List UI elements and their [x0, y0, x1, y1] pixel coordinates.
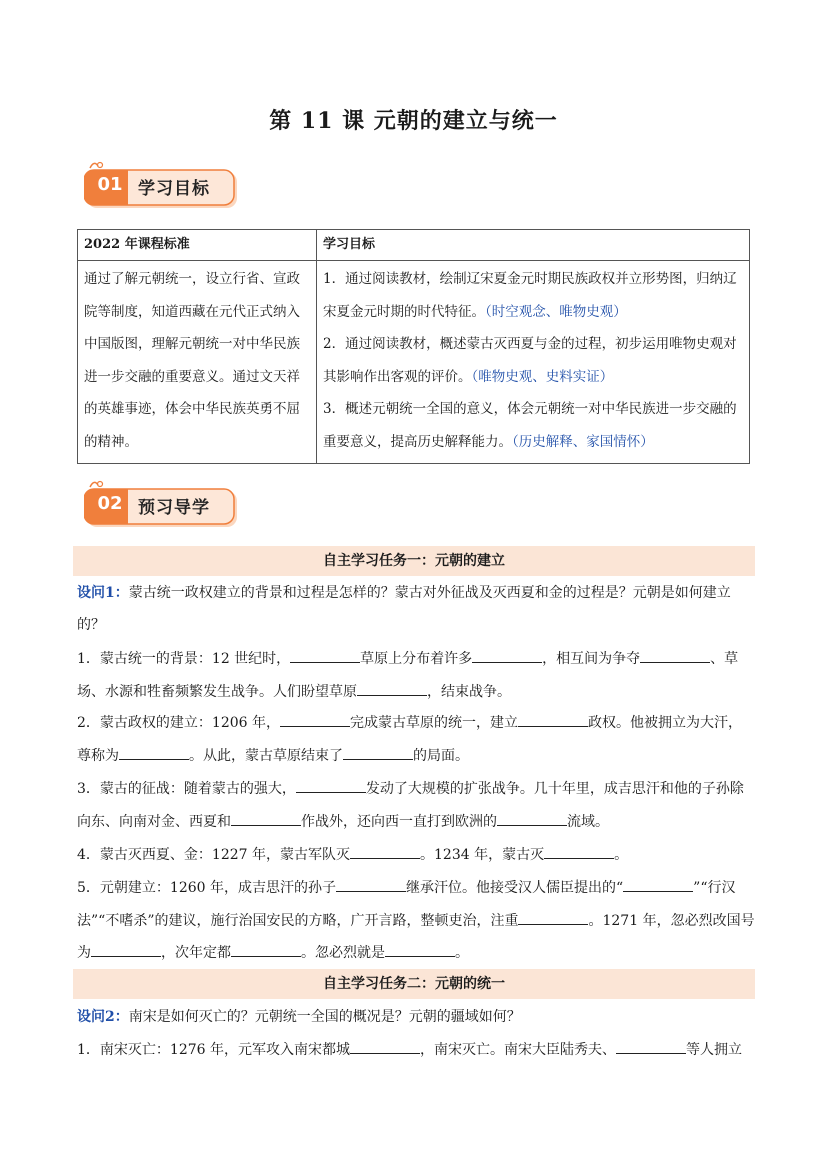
table-header: 学习目标 — [317, 230, 750, 261]
fill-item: 1．蒙古统一的背景：12 世纪时， 草原上分布着许多 ，相互间为争夺 、草场、水源和牲畜频繁发生战争。人们盼望草原 ，结束战争。 — [77, 643, 755, 708]
answer-blank[interactable] — [616, 1039, 686, 1054]
objective-item: 3．概述元朝统一全国的意义，体会元朝统一对中华民族进一步交融的重要意义，提高历史解释能力。（历史解释、家国情怀） — [323, 401, 737, 450]
question-text: 蒙古统一政权建立的背景和过程是怎样的？蒙古对外征战及灭西夏和金的过程是？元朝是如何建立的？ — [77, 585, 731, 633]
answer-blank[interactable] — [296, 778, 366, 793]
goals-table — [77, 229, 750, 464]
question-tag: 设问1： — [77, 585, 129, 601]
answer-blank[interactable] — [336, 877, 406, 892]
answer-blank[interactable] — [350, 844, 420, 859]
objectives-cell — [317, 261, 750, 464]
answer-blank[interactable] — [640, 648, 710, 663]
answer-blank[interactable] — [497, 811, 567, 826]
curriculum-standard-cell: 通过了解元朝统一，设立行省、宣政院等制度，知道西藏在元代正式纳入中国版图，理解元朝统一对中华民族进一步交融的重要意义。通过文天祥的英雄事迹，体会中华民族英勇不屈的精神。 — [78, 261, 317, 464]
fill-item: 3．蒙古的征战：随着蒙古的强大， 发动了大规模的扩张战争。几十年里，成吉思汗和他的子孙除向东、向南对金、西夏和 作战外，还向西一直打到欧洲的 流域。 — [77, 773, 755, 838]
section-label: 预习导学 — [138, 498, 210, 518]
task-title: 自主学习任务一：元朝的建立 — [73, 546, 755, 576]
guiding-question — [77, 577, 755, 641]
objective-item: 1．通过阅读教材，绘制辽宋夏金元时期民族政权并立形势图，归纳辽宋夏金元时期的时代特征。（时空观念、唯物史观） — [323, 271, 737, 320]
answer-blank[interactable] — [91, 942, 161, 957]
answer-blank[interactable] — [290, 648, 360, 663]
fill-item: 2．蒙古政权的建立：1206 年， 完成蒙古草原的统一，建立 政权。他被拥立为大汗，尊称为 。从此，蒙古草原结束了 的局面。 — [77, 707, 755, 772]
answer-blank[interactable] — [472, 648, 542, 663]
question-tag: 设问2： — [77, 1009, 129, 1025]
page-title: 第 11 课 元朝的建立与统一 — [269, 108, 558, 134]
answer-blank[interactable] — [231, 811, 301, 826]
guiding-question — [77, 1001, 755, 1033]
section-number: 01 — [97, 174, 123, 195]
section-badge-preview — [84, 479, 244, 529]
answer-blank[interactable] — [280, 712, 350, 727]
section-badge-goals — [84, 160, 244, 210]
answer-blank[interactable] — [544, 844, 614, 859]
fill-item: 1．南宋灭亡：1276 年，元军攻入南宋都城 ，南宋灭亡。南宋大臣陆秀夫、 等人拥立 — [77, 1034, 755, 1067]
objective-item: 2．通过阅读教材，概述蒙古灭西夏与金的过程，初步运用唯物史观对其影响作出客观的评价。（唯物史观、史料实证） — [323, 336, 737, 385]
fill-item: 4．蒙古灭西夏、金：1227 年，蒙古军队灭 。1234 年，蒙古灭 。 — [77, 839, 755, 872]
answer-blank[interactable] — [518, 712, 588, 727]
question-text: 南宋是如何灭亡的？元朝统一全国的概况是？元朝的疆域如何？ — [128, 1009, 521, 1025]
answer-blank[interactable] — [357, 681, 427, 696]
answer-blank[interactable] — [119, 745, 189, 760]
section-number: 02 — [97, 493, 123, 514]
answer-blank[interactable] — [623, 877, 693, 892]
answer-blank[interactable] — [385, 942, 455, 957]
answer-blank[interactable] — [350, 1039, 420, 1054]
task-title: 自主学习任务二：元朝的统一 — [73, 969, 755, 999]
answer-blank[interactable] — [231, 942, 301, 957]
section-label: 学习目标 — [138, 179, 210, 199]
answer-blank[interactable] — [518, 910, 588, 925]
fill-item: 5．元朝建立：1260 年，成吉思汗的孙子 继承汗位。他接受汉人儒臣提出的“ ”“行汉法”“不嗜杀”的建议，施行治国安民的方略，广开言路，整顿吏治，注重 。1271 年，忽必烈改国号为 ，次年定都 。忽必烈就是 。 — [77, 872, 755, 970]
table-header: 2022 年课程标准 — [78, 230, 317, 261]
answer-blank[interactable] — [343, 745, 413, 760]
